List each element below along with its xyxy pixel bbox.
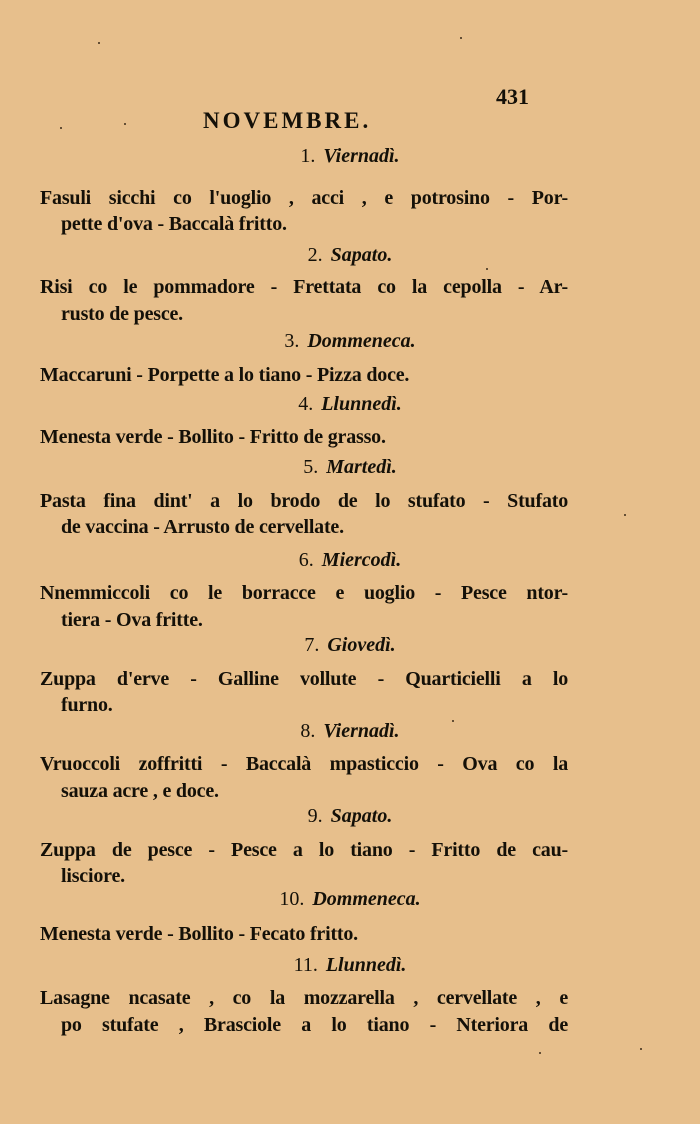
menu-line: tiera - Ova fritte. bbox=[61, 609, 203, 631]
day-number: 11. bbox=[293, 954, 318, 976]
menu-line: Pasta fina dint' a lo brodo de lo stufato - Stufato bbox=[40, 490, 568, 512]
menu-line: pette d'ova - Baccalà fritto. bbox=[61, 213, 287, 235]
menu-line: Lasagne ncasate , co la mozzarella , cervellate , e bbox=[40, 987, 568, 1009]
day-heading bbox=[0, 393, 700, 416]
day-number: 8. bbox=[300, 720, 316, 742]
day-heading bbox=[0, 244, 700, 267]
day-heading bbox=[0, 145, 700, 168]
menu-line: Risi co le pommadore - Frettata co la cepolla - Ar- bbox=[40, 276, 568, 298]
day-number: 5. bbox=[303, 456, 319, 478]
paper-speck bbox=[460, 37, 462, 39]
paper-speck bbox=[60, 127, 62, 129]
day-heading bbox=[0, 549, 700, 572]
day-name: Martedì. bbox=[326, 456, 397, 478]
menu-line: Maccaruni - Porpette a lo tiano - Pizza doce. bbox=[40, 364, 410, 386]
day-name: Giovedì. bbox=[327, 634, 396, 656]
paper-speck bbox=[452, 720, 454, 722]
menu-line: Zuppa de pesce - Pesce a lo tiano - Fritto de cau- bbox=[40, 839, 568, 861]
menu-line: Vruoccoli zoffritti - Baccalà mpasticcio - Ova co la bbox=[40, 753, 568, 775]
paper-speck bbox=[539, 1052, 541, 1054]
menu-line: lisciore. bbox=[61, 865, 125, 887]
day-heading bbox=[0, 456, 700, 479]
day-name: Sapato. bbox=[330, 244, 393, 266]
menu-line: Menesta verde - Bollito - Fecato fritto. bbox=[40, 923, 358, 945]
day-heading bbox=[0, 805, 700, 828]
menu-line: rusto de pesce. bbox=[61, 303, 183, 325]
menu-line: de vaccina - Arrusto de cervellate. bbox=[61, 516, 344, 538]
menu-line: furno. bbox=[61, 694, 113, 716]
day-name: Viernadì. bbox=[323, 720, 400, 742]
day-heading bbox=[0, 888, 700, 911]
day-name: Viernadì. bbox=[323, 145, 400, 167]
menu-line: Zuppa d'erve - Galline vollute - Quarticielli a lo bbox=[40, 668, 568, 690]
menu-line: sauza acre , e doce. bbox=[61, 780, 219, 802]
day-number: 7. bbox=[304, 634, 320, 656]
day-number: 6. bbox=[298, 549, 314, 571]
day-number: 2. bbox=[307, 244, 323, 266]
day-number: 10. bbox=[279, 888, 305, 910]
day-number: 9. bbox=[307, 805, 323, 827]
day-number: 3. bbox=[284, 330, 300, 352]
day-heading bbox=[0, 634, 700, 657]
day-name: Dommeneca. bbox=[312, 888, 421, 910]
day-number: 1. bbox=[300, 145, 316, 167]
paper-speck bbox=[624, 514, 626, 516]
day-number: 4. bbox=[298, 393, 314, 415]
paper-speck bbox=[98, 42, 100, 44]
day-heading bbox=[0, 330, 700, 353]
day-heading bbox=[0, 720, 700, 743]
menu-line: po stufate , Brasciole a lo tiano - Nteriora de bbox=[61, 1014, 568, 1036]
month-title: NOVEMBRE. bbox=[203, 108, 372, 133]
day-name: Sapato. bbox=[330, 805, 393, 827]
page-number: 431 bbox=[496, 84, 529, 109]
day-heading bbox=[0, 954, 700, 977]
paper-speck bbox=[640, 1048, 642, 1050]
day-name: Llunnedì. bbox=[325, 954, 407, 976]
day-name: Dommeneca. bbox=[307, 330, 416, 352]
menu-line: Fasuli sicchi co l'uoglio , acci , e potrosino - Por- bbox=[40, 187, 568, 209]
paper-speck bbox=[124, 123, 126, 125]
menu-line: Nnemmiccoli co le borracce e uoglio - Pesce ntor- bbox=[40, 582, 568, 604]
day-name: Miercodì. bbox=[321, 549, 402, 571]
paper-speck bbox=[486, 268, 488, 270]
menu-line: Menesta verde - Bollito - Fritto de grasso. bbox=[40, 426, 386, 448]
day-name: Llunnedì. bbox=[321, 393, 402, 415]
